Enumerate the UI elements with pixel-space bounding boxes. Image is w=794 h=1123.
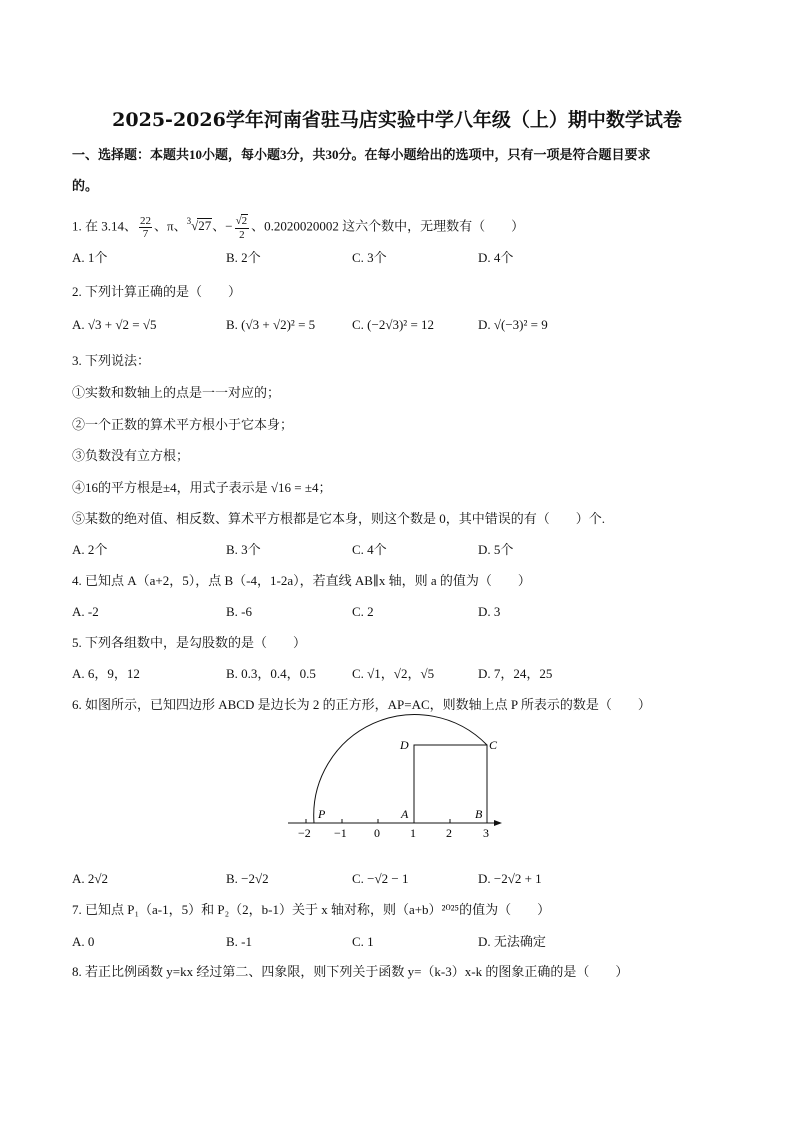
tick-label: 2 <box>446 826 452 840</box>
q7-option-d[interactable]: D. 无法确定 <box>478 934 546 949</box>
question-6-stem: 6. 如图所示，已知四边形 ABCD 是边长为 2 的正方形，AP=AC，则数轴上点 P 所表示的数是（ ） <box>72 697 651 712</box>
question-1-stem: 1. 在 3.14、 $\frac{22}{7}$ 、π、$^3$√27、− $\frac{√2}{2}$ 、0.2020020002 这六个数中，无理数有（ ） <box>72 215 525 241</box>
tick-label: 0 <box>374 826 380 840</box>
q2-option-d[interactable]: D. √(−3)² = 9 <box>478 317 548 332</box>
q3-item-4: ④16的平方根是±4，用式子表示是 √16 = ±4； <box>72 480 332 495</box>
q7-option-b[interactable]: B. -1 <box>226 934 252 949</box>
q2-option-a[interactable]: A. √3 + √2 = √5 <box>72 317 157 332</box>
point-label-c: C <box>489 738 498 752</box>
number-line-arrow <box>494 820 502 826</box>
tick-label: −1 <box>334 826 347 840</box>
question-4-stem: 4. 已知点 A（a+2，5），点 B（-4，1-2a），若直线 AB∥x 轴，则 a 的值为（ ） <box>72 573 531 588</box>
q3-item-5: ⑤某数的绝对值、相反数、算术平方根都是它本身，则这个数是 0，其中错误的有（ ）个. <box>72 511 606 526</box>
q6-option-b[interactable]: B. −2√2 <box>226 871 269 886</box>
section-heading-line2: 的。 <box>72 178 99 193</box>
q3-item-2: ②一个正数的算术平方根小于它本身； <box>72 417 294 432</box>
q1-option-d[interactable]: D. 4个 <box>478 250 514 265</box>
q5-option-b[interactable]: B. 0.3，0.4，0.5 <box>226 666 316 681</box>
question-3-stem: 3. 下列说法： <box>72 353 151 368</box>
q5-option-c[interactable]: C. √1，√2，√5 <box>352 666 435 681</box>
q3-option-c[interactable]: C. 4个 <box>352 542 387 557</box>
point-label-d: D <box>400 738 409 752</box>
tick-label: 1 <box>410 826 416 840</box>
q1-cube-root: $^3$√27 <box>186 216 212 234</box>
q2-option-b[interactable]: B. (√3 + √2)² = 5 <box>226 317 316 332</box>
q3-item-1: ①实数和数轴上的点是一一对应的； <box>72 385 281 400</box>
q5-option-d[interactable]: D. 7，24，25 <box>478 666 553 681</box>
q7-option-c[interactable]: C. 1 <box>352 934 374 949</box>
q4-option-c[interactable]: C. 2 <box>352 604 374 619</box>
point-label-p: P <box>318 807 326 821</box>
q4-option-d[interactable]: D. 3 <box>478 604 501 619</box>
point-label-b: B <box>475 807 483 821</box>
section-heading-line1: 一、选择题：本题共10小题，每小题3分，共30分。在每小题给出的选项中，只有一项是符合题目要求 <box>72 147 651 162</box>
q4-option-a[interactable]: A. -2 <box>72 604 99 619</box>
point-label-a: A <box>401 807 409 821</box>
question-2-stem: 2. 下列计算正确的是（ ） <box>72 284 242 299</box>
q3-item-3: ③负数没有立方根； <box>72 448 190 463</box>
question-8-stem: 8. 若正比例函数 y=kx 经过第二、四象限，则下列关于函数 y=（k-3）x-k 的图象正确的是（ ） <box>72 964 629 979</box>
tick-label: −2 <box>298 826 311 840</box>
q4-option-b[interactable]: B. -6 <box>226 604 252 619</box>
tick-label: 3 <box>483 826 489 840</box>
question-5-stem: 5. 下列各组数中，是勾股数的是（ ） <box>72 635 307 650</box>
q2-option-c[interactable]: C. (−2√3)² = 12 <box>352 317 435 332</box>
question-7-stem: 7. 已知点 P₁（a-1，5）和 P₂（2，b-1）关于 x 轴对称，则（a+b）²⁰²⁵的值为（ ） <box>72 902 551 917</box>
q6-option-c[interactable]: C. −√2 − 1 <box>352 871 409 886</box>
page-title: 2025-2026学年河南省驻马店实验中学八年级（上）期中数学试卷 <box>112 109 682 131</box>
q1-prefix: 1. 在 3.14、 <box>72 218 138 234</box>
q1-sqrt-fraction: $\frac{√2}{2}$ <box>235 215 248 241</box>
q1-option-c[interactable]: C. 3个 <box>352 250 387 265</box>
q5-option-a[interactable]: A. 6，9，12 <box>72 666 140 681</box>
q7-option-a[interactable]: A. 0 <box>72 934 95 949</box>
q6-figure <box>280 710 510 840</box>
q1-fraction: $\frac{22}{7}$ <box>140 215 152 240</box>
q3-option-b[interactable]: B. 3个 <box>226 542 261 557</box>
q6-option-d[interactable]: D. −2√2 + 1 <box>478 871 542 886</box>
q1-option-b[interactable]: B. 2个 <box>226 250 261 265</box>
q6-option-a[interactable]: A. 2√2 <box>72 871 109 886</box>
q3-option-a[interactable]: A. 2个 <box>72 542 108 557</box>
q3-option-d[interactable]: D. 5个 <box>478 542 514 557</box>
q1-option-a[interactable]: A. 1个 <box>72 250 108 265</box>
